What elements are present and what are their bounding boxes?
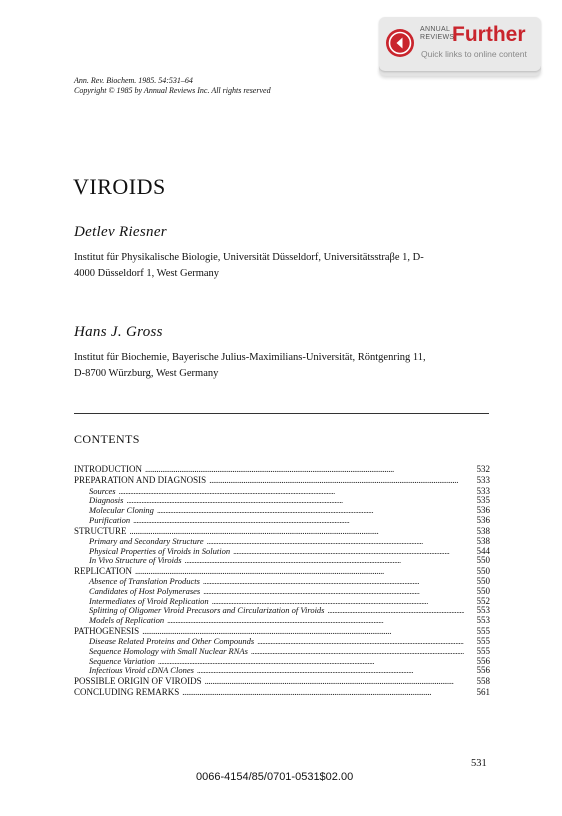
article-title: VIROIDS: [73, 174, 166, 199]
toc-entry[interactable]: [74, 547, 490, 557]
toc-page: 533: [476, 486, 490, 496]
author-affiliation: [74, 250, 494, 282]
toc-label: Infectious Viroid cDNA Clones: [89, 666, 194, 676]
author-affiliation: [74, 350, 494, 382]
citation-copyright: Copyright © 1985 by Annual Reviews Inc. All rights reserved: [74, 86, 271, 95]
toc-entry[interactable]: [74, 577, 490, 587]
toc-label: CONCLUDING REMARKS: [74, 687, 180, 698]
toc-leader: [248, 647, 464, 657]
toc-leader: [325, 606, 465, 616]
toc-entry[interactable]: [74, 637, 490, 647]
toc-leader: [164, 616, 464, 626]
toc-label: Primary and Secondary Structure: [89, 536, 204, 546]
toc-page: 556: [476, 656, 490, 666]
toc-leader: [123, 496, 464, 506]
toc-page: 550: [476, 565, 490, 576]
badge-annual-text: ANNUAL: [420, 26, 451, 33]
toc-page: 538: [476, 525, 490, 536]
toc-page: 553: [476, 616, 490, 626]
toc-leader: [200, 587, 464, 597]
toc-page: 532: [476, 464, 490, 474]
toc-entry[interactable]: [74, 616, 490, 626]
toc-label: Purification: [89, 515, 131, 525]
toc-page: 550: [476, 556, 490, 566]
toc-page: 536: [476, 515, 490, 525]
toc-entry[interactable]: [74, 687, 490, 698]
badge-annual-reviews: [420, 26, 455, 42]
toc-entry[interactable]: [74, 556, 490, 566]
toc-label: Sources: [89, 486, 116, 496]
badge-further-text[interactable]: Further: [452, 23, 526, 46]
toc-leader: [194, 666, 464, 676]
toc-label: PREPARATION AND DIAGNOSIS: [74, 475, 207, 486]
toc-entry[interactable]: [74, 537, 490, 547]
toc-page: 555: [476, 637, 490, 647]
citation: [74, 76, 271, 96]
toc-page: 558: [476, 675, 490, 686]
toc-entry[interactable]: [74, 496, 490, 506]
toc-leader: [130, 516, 464, 526]
toc-entry[interactable]: [74, 626, 490, 637]
toc-leader: [202, 676, 464, 687]
badge-subtitle[interactable]: Quick links to online content: [421, 49, 527, 59]
issn-code: 0066-4154/85/0701-0531$02.00: [196, 771, 354, 783]
toc-leader: [154, 506, 464, 516]
toc-entry[interactable]: [74, 464, 490, 475]
toc-label: Absence of Translation Products: [89, 577, 200, 587]
section-divider: [74, 413, 489, 414]
contents-heading: CONTENTS: [74, 432, 140, 446]
toc-entry[interactable]: [74, 597, 490, 607]
affiliation-line: Institut für Physikalische Biologie, Universität Düsseldorf, Universitätsstraβe 1, D-: [74, 252, 424, 263]
toc-leader: [116, 487, 464, 497]
toc-leader: [142, 464, 464, 475]
chevron-left-icon[interactable]: [386, 29, 414, 57]
author-name: Hans J. Gross: [74, 324, 163, 340]
toc-page: 561: [476, 687, 490, 698]
author-name: Detlev Riesner: [74, 224, 167, 240]
toc-label: Sequence Variation: [89, 656, 155, 666]
toc-page: 555: [476, 646, 490, 656]
toc-page: 538: [476, 536, 490, 546]
toc-page: 553: [476, 606, 490, 616]
toc-label: INTRODUCTION: [74, 464, 142, 474]
affiliation-line: D-8700 Würzburg, West Germany: [74, 368, 219, 379]
page-number: 531: [471, 758, 487, 769]
toc-leader: [179, 687, 464, 698]
toc-label: Sequence Homology with Small Nuclear RNAs: [89, 646, 248, 656]
toc-leader: [206, 475, 464, 486]
toc-label: Models of Replication: [89, 616, 165, 626]
toc-leader: [132, 566, 464, 577]
toc-entry[interactable]: [74, 657, 490, 667]
toc-label: Diagnosis: [89, 496, 124, 506]
toc-label: REPLICATION: [74, 565, 132, 576]
toc-page: 535: [476, 496, 490, 506]
toc-leader: [200, 577, 464, 587]
toc-entry[interactable]: [74, 516, 490, 526]
toc-label: PATHOGENESIS: [74, 625, 140, 636]
toc-leader: [182, 556, 464, 566]
toc-entry[interactable]: [74, 587, 490, 597]
toc-entry[interactable]: [74, 676, 490, 687]
toc-label: Molecular Cloning: [89, 506, 154, 516]
toc-leader: [127, 526, 464, 537]
toc-leader: [155, 657, 464, 667]
toc-page: 544: [476, 546, 490, 556]
toc-page: 550: [476, 587, 490, 597]
toc-leader: [230, 547, 464, 557]
badge-reviews-text: REVIEWS: [420, 34, 455, 41]
toc-entry[interactable]: [74, 666, 490, 676]
affiliation-line: 4000 Düsseldorf 1, West Germany: [74, 268, 220, 279]
toc-entry[interactable]: [74, 526, 490, 537]
toc-label: STRUCTURE: [74, 525, 127, 536]
toc-leader: [254, 637, 464, 647]
toc-entry[interactable]: [74, 475, 490, 486]
toc-entry[interactable]: [74, 487, 490, 497]
toc-entry[interactable]: [74, 566, 490, 577]
toc-label: Candidates of Host Polymerases: [89, 587, 201, 597]
toc-label: Disease Related Proteins and Other Compounds: [89, 637, 255, 647]
affiliation-line: Institut für Biochemie, Bayerische Julius-Maximilians-Universität, Röntgenring 11,: [74, 352, 426, 363]
toc-page: 536: [476, 506, 490, 516]
toc-label: Physical Properties of Viroids in Solution: [89, 546, 231, 556]
toc-page: 555: [476, 625, 490, 636]
toc-leader: [209, 597, 464, 607]
toc-leader: [139, 626, 464, 637]
table-of-contents: [74, 464, 490, 699]
toc-label: Splitting of Oligomer Viroid Precusors and Circularization of Viroids: [89, 606, 325, 616]
toc-label: POSSIBLE ORIGIN OF VIROIDS: [74, 675, 202, 686]
citation-journal: Ann. Rev. Biochem. 1985. 54:531–64: [74, 76, 193, 85]
toc-entry[interactable]: [74, 606, 490, 616]
toc-label: In Vivo Structure of Viroids: [89, 556, 182, 566]
toc-page: 552: [476, 596, 490, 606]
toc-entry[interactable]: [74, 647, 490, 657]
toc-page: 550: [476, 577, 490, 587]
toc-label: Intermediates of Viroid Replication: [89, 596, 209, 606]
toc-leader: [204, 537, 464, 547]
toc-page: 533: [476, 475, 490, 486]
toc-entry[interactable]: [74, 506, 490, 516]
toc-page: 556: [476, 666, 490, 676]
